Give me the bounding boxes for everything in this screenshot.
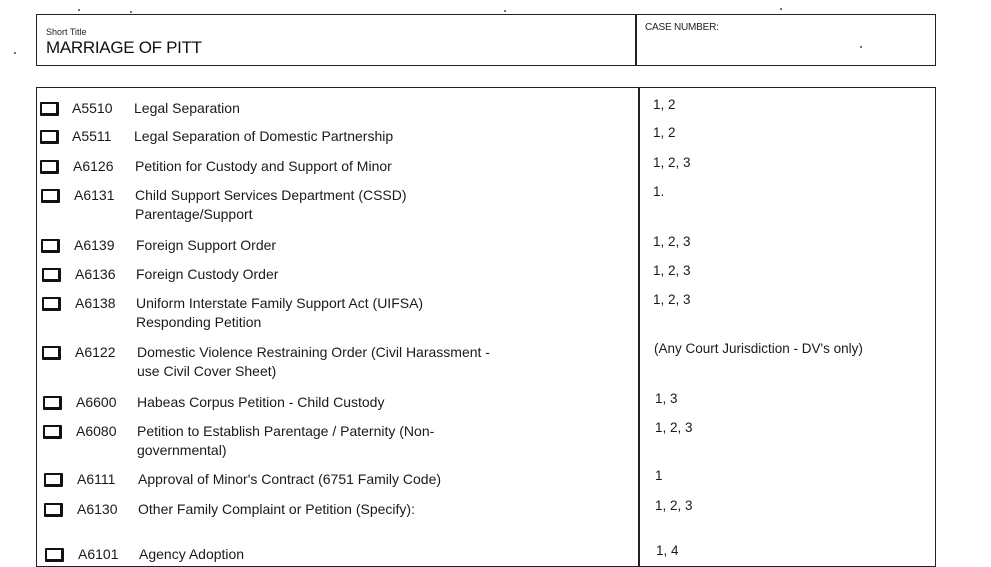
case-type-location: 1, 2 [653,97,676,112]
case-type-checkbox[interactable] [44,473,63,487]
short-title-label: Short Title [46,27,87,37]
case-type-checkbox[interactable] [42,297,61,311]
case-type-description: Child Support Services Department (CSSD) Parentage/Support [135,187,407,222]
scan-speck [78,9,80,11]
case-type-description: Other Family Complaint or Petition (Specify): [138,501,415,517]
case-type-location: 1, 2, 3 [653,263,691,278]
short-title-value: MARRIAGE OF PITT [46,38,202,57]
case-type-code: A6111 [77,471,116,487]
case-type-code: A6080 [76,423,117,439]
case-type-location: 1, 2, 3 [653,234,691,249]
case-type-code: A6126 [73,158,114,174]
case-type-code: A6600 [76,394,117,410]
scan-speck [780,8,782,10]
case-type-code: A5511 [72,128,112,144]
case-type-checkbox[interactable] [43,425,62,439]
case-type-location: 1, 2 [653,125,676,140]
case-type-checkbox[interactable] [41,239,60,253]
case-type-code: A6101 [78,546,119,562]
case-type-checkbox[interactable] [40,102,59,116]
case-type-code: A5510 [72,100,113,116]
scan-speck [14,52,16,54]
case-type-checkbox[interactable] [40,130,59,144]
case-type-location: 1, 2, 3 [653,292,691,307]
case-type-location: 1. [653,184,665,199]
case-type-description: Approval of Minor's Contract (6751 Family Code) [138,471,442,487]
case-type-description: Uniform Interstate Family Support Act (UIFSA) Responding Petition [136,295,424,330]
case-type-code: A6139 [74,237,115,253]
case-type-location: 1, 2, 3 [653,155,691,170]
case-type-location: (Any Court Jurisdiction - DV's only) [654,341,863,356]
case-type-code: A6131 [74,187,115,203]
case-type-checkbox[interactable] [44,503,63,517]
case-type-checkbox[interactable] [41,189,60,203]
case-type-code: A6136 [75,266,116,282]
header-divider [635,14,637,66]
case-type-description: Petition for Custody and Support of Minor [135,158,392,174]
case-type-description: Agency Adoption [139,546,245,562]
case-type-checkbox[interactable] [43,396,62,410]
case-type-location: 1, 2, 3 [655,498,693,513]
scan-speck [130,11,132,13]
case-type-code: A6130 [77,501,118,517]
case-type-code: A6138 [75,295,116,311]
case-type-description: Legal Separation [134,100,240,116]
case-type-checkbox[interactable] [42,346,61,360]
scan-speck [860,46,862,48]
case-type-checkbox[interactable] [45,548,64,562]
case-type-checkbox[interactable] [40,160,59,174]
case-type-description: Foreign Support Order [136,237,277,253]
case-type-code: A6122 [75,344,116,360]
case-type-description: Petition to Establish Parentage / Paternity (Non-governmental) [137,423,435,458]
case-type-description: Habeas Corpus Petition - Child Custody [137,394,385,410]
case-type-location: 1, 3 [655,391,678,406]
case-type-location: 1, 2, 3 [655,420,693,435]
case-type-description: Domestic Violence Restraining Order (Civil Harassment - use Civil Cover Sheet) [137,344,490,379]
list-column-divider [638,87,640,567]
case-type-location: 1 [655,468,663,483]
case-number-label: CASE NUMBER: [645,22,719,33]
scan-speck [504,10,506,12]
case-type-checkbox[interactable] [42,268,61,282]
case-type-description: Legal Separation of Domestic Partnership [134,128,394,144]
case-type-location: 1, 4 [656,543,679,558]
case-type-description: Foreign Custody Order [136,266,279,282]
